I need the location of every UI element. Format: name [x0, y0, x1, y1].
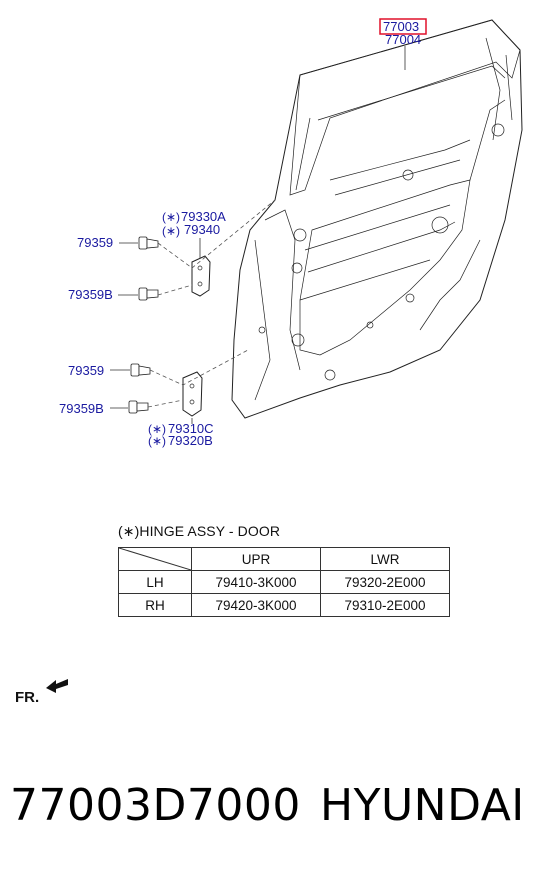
star-marker-upper-b: (∗): [162, 224, 181, 238]
callout-77003: 77003: [383, 19, 420, 34]
lower-hinge: [183, 372, 202, 416]
callout-79359B-lower: 79359B: [59, 401, 104, 416]
hinge-table: [118, 547, 450, 617]
hinge-note: (∗)HINGE ASSY - DOOR: [118, 523, 281, 539]
header-lwr: LWR: [321, 548, 450, 571]
callout-79320B: 79320B: [168, 433, 213, 448]
cell-value: 79310-2E000: [321, 594, 450, 617]
bolt-upper-2: [139, 288, 158, 300]
callout-79330A: 79330A: [181, 209, 226, 224]
table-row: [119, 594, 450, 617]
brand-name: HYUNDAI: [320, 780, 525, 831]
bolt-lower-1: [131, 364, 150, 376]
table-corner-cell: [119, 548, 192, 571]
callout-77004: 77004: [385, 32, 422, 47]
callout-79340: 79340: [184, 222, 221, 237]
cell-value: 79420-3K000: [192, 594, 321, 617]
cell-value: 79410-3K000: [192, 571, 321, 594]
part-number: 77003D7000: [10, 780, 301, 831]
table-header-row: [119, 548, 450, 571]
diagonal-divider: [119, 548, 191, 570]
row-label: RH: [119, 594, 192, 617]
table-row: [119, 571, 450, 594]
footer: [0, 770, 538, 860]
callout-79359B-upper: 79359B: [68, 287, 113, 302]
upper-hinge: [192, 256, 210, 296]
callout-79359-upper: 79359: [77, 235, 114, 250]
callout-79310C: 79310C: [168, 421, 214, 436]
bolt-lower-2: [129, 401, 148, 413]
callout-79359-lower: 79359: [68, 363, 105, 378]
row-label: LH: [119, 571, 192, 594]
star-marker-upper-a: (∗): [162, 210, 181, 224]
cell-value: 79320-2E000: [321, 571, 450, 594]
star-marker-lower-a: (∗): [148, 422, 167, 436]
front-arrow-icon: [44, 676, 70, 696]
star-marker-lower-b: (∗): [148, 434, 167, 448]
door-panel: [232, 20, 522, 418]
front-direction-label: FR.: [15, 689, 40, 706]
header-upr: UPR: [192, 548, 321, 571]
bolt-upper-1: [139, 237, 158, 249]
